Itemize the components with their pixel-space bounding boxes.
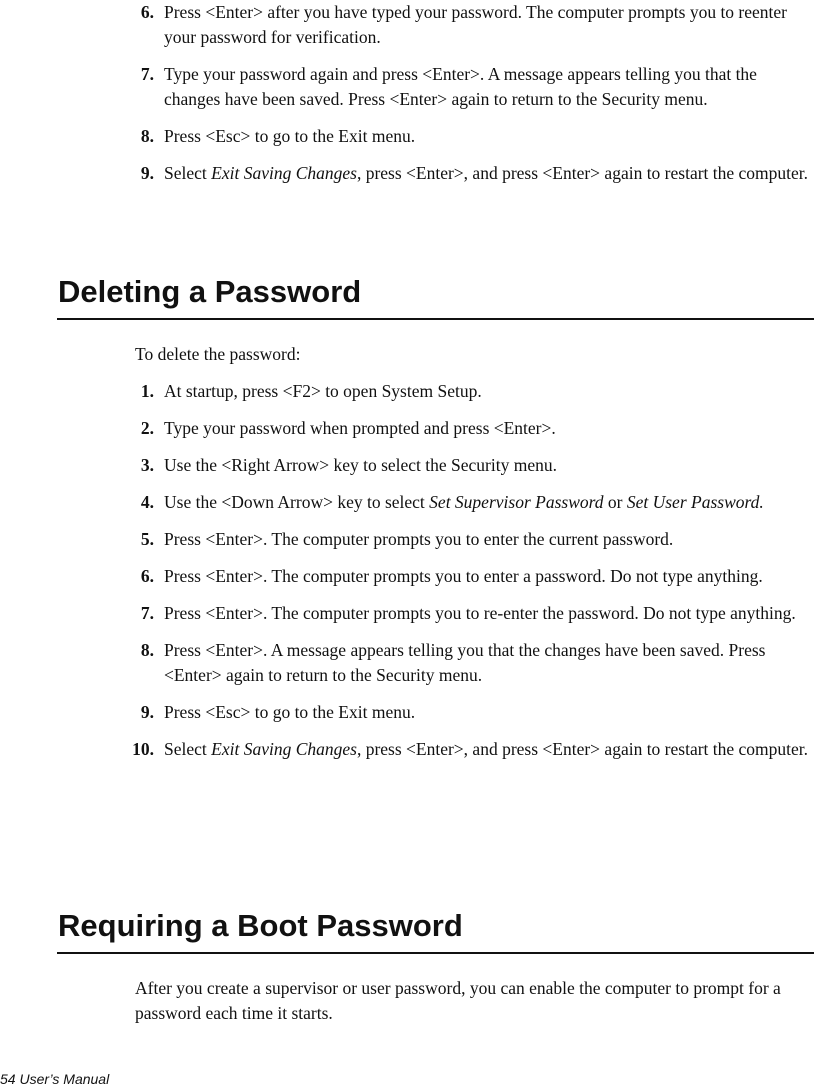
step-text: Use the <Right Arrow> key to select the Security menu. <box>164 455 557 475</box>
heading-divider <box>57 952 814 954</box>
step-number: 6. <box>140 566 154 586</box>
list-item <box>0 490 809 515</box>
list-item <box>0 737 809 762</box>
step-number: 7. <box>140 603 154 623</box>
step-number: 8. <box>140 640 154 660</box>
menu-option-name: Set Supervisor Password <box>429 492 604 512</box>
list-item <box>0 564 809 589</box>
step-number: 10. <box>132 739 154 759</box>
list-item <box>0 379 809 404</box>
step-number: 4. <box>140 492 154 512</box>
step-text: Type your password again and press <Enter>. A message appears telling you that the changes have been saved. Press <Enter> again to return to the Security menu. <box>164 64 757 109</box>
step-text: Press <Enter>. The computer prompts you to re-enter the password. Do not type anything. <box>164 603 796 623</box>
step-number: 1. <box>140 381 154 401</box>
intro-text: To delete the password: <box>135 344 301 364</box>
list-item <box>0 700 809 725</box>
step-text-pre: Select <box>164 739 212 759</box>
step-number: 9. <box>140 702 154 722</box>
list-item <box>0 601 809 626</box>
step-text-pre: Select <box>164 163 212 183</box>
step-number: 2. <box>140 418 154 438</box>
step-text: Press <Esc> to go to the Exit menu. <box>164 702 416 722</box>
step-text: At startup, press <F2> to open System Setup. <box>164 381 482 401</box>
section-heading-boot-password: Requiring a Boot Password <box>58 908 463 943</box>
step-text-pre: Use the <Down Arrow> key to select <box>164 492 430 512</box>
step-number: 8. <box>140 126 154 146</box>
step-number: 3. <box>140 455 154 475</box>
step-number: 7. <box>140 64 154 84</box>
list-item <box>0 453 809 478</box>
list-item <box>0 638 809 688</box>
step-number: 6. <box>140 2 154 22</box>
step-text: Type your password when prompted and press <Enter>. <box>164 418 556 438</box>
menu-option-name: Exit Saving Changes <box>211 739 357 759</box>
section-heading-deleting-password: Deleting a Password <box>58 274 362 309</box>
top-steps-list <box>0 0 809 198</box>
step-number: 5. <box>140 529 154 549</box>
list-item <box>0 0 809 50</box>
list-item <box>0 124 809 149</box>
heading-divider <box>57 318 814 320</box>
step-text: Press <Enter> after you have typed your password. The computer prompts you to reenter your password for verification. <box>164 2 788 47</box>
page-footer: 54 User’s Manual <box>0 1071 110 1087</box>
list-item <box>0 161 809 186</box>
step-text: Press <Enter>. The computer prompts you to enter the current password. <box>164 529 674 549</box>
delete-steps-list <box>0 379 809 774</box>
step-text: Press <Enter>. A message appears telling you that the changes have been saved. Press <Enter> again to return to the Security menu. <box>164 640 766 685</box>
step-text: Press <Esc> to go to the Exit menu. <box>164 126 416 146</box>
list-item <box>0 416 809 441</box>
step-number: 9. <box>140 163 154 183</box>
step-text-mid: or <box>603 492 627 512</box>
step-text-post: , press <Enter>, and press <Enter> again to restart the computer. <box>356 739 809 759</box>
menu-option-name: Set User Password. <box>626 492 764 512</box>
menu-option-name: Exit Saving Changes <box>211 163 357 183</box>
list-item <box>0 527 809 552</box>
step-text: Press <Enter>. The computer prompts you to enter a password. Do not type anything. <box>164 566 763 586</box>
list-item <box>0 62 809 112</box>
boot-password-text: After you create a supervisor or user password, you can enable the computer to prompt for a password each time it starts. <box>135 978 781 1023</box>
step-text-post: , press <Enter>, and press <Enter> again to restart the computer. <box>356 163 809 183</box>
